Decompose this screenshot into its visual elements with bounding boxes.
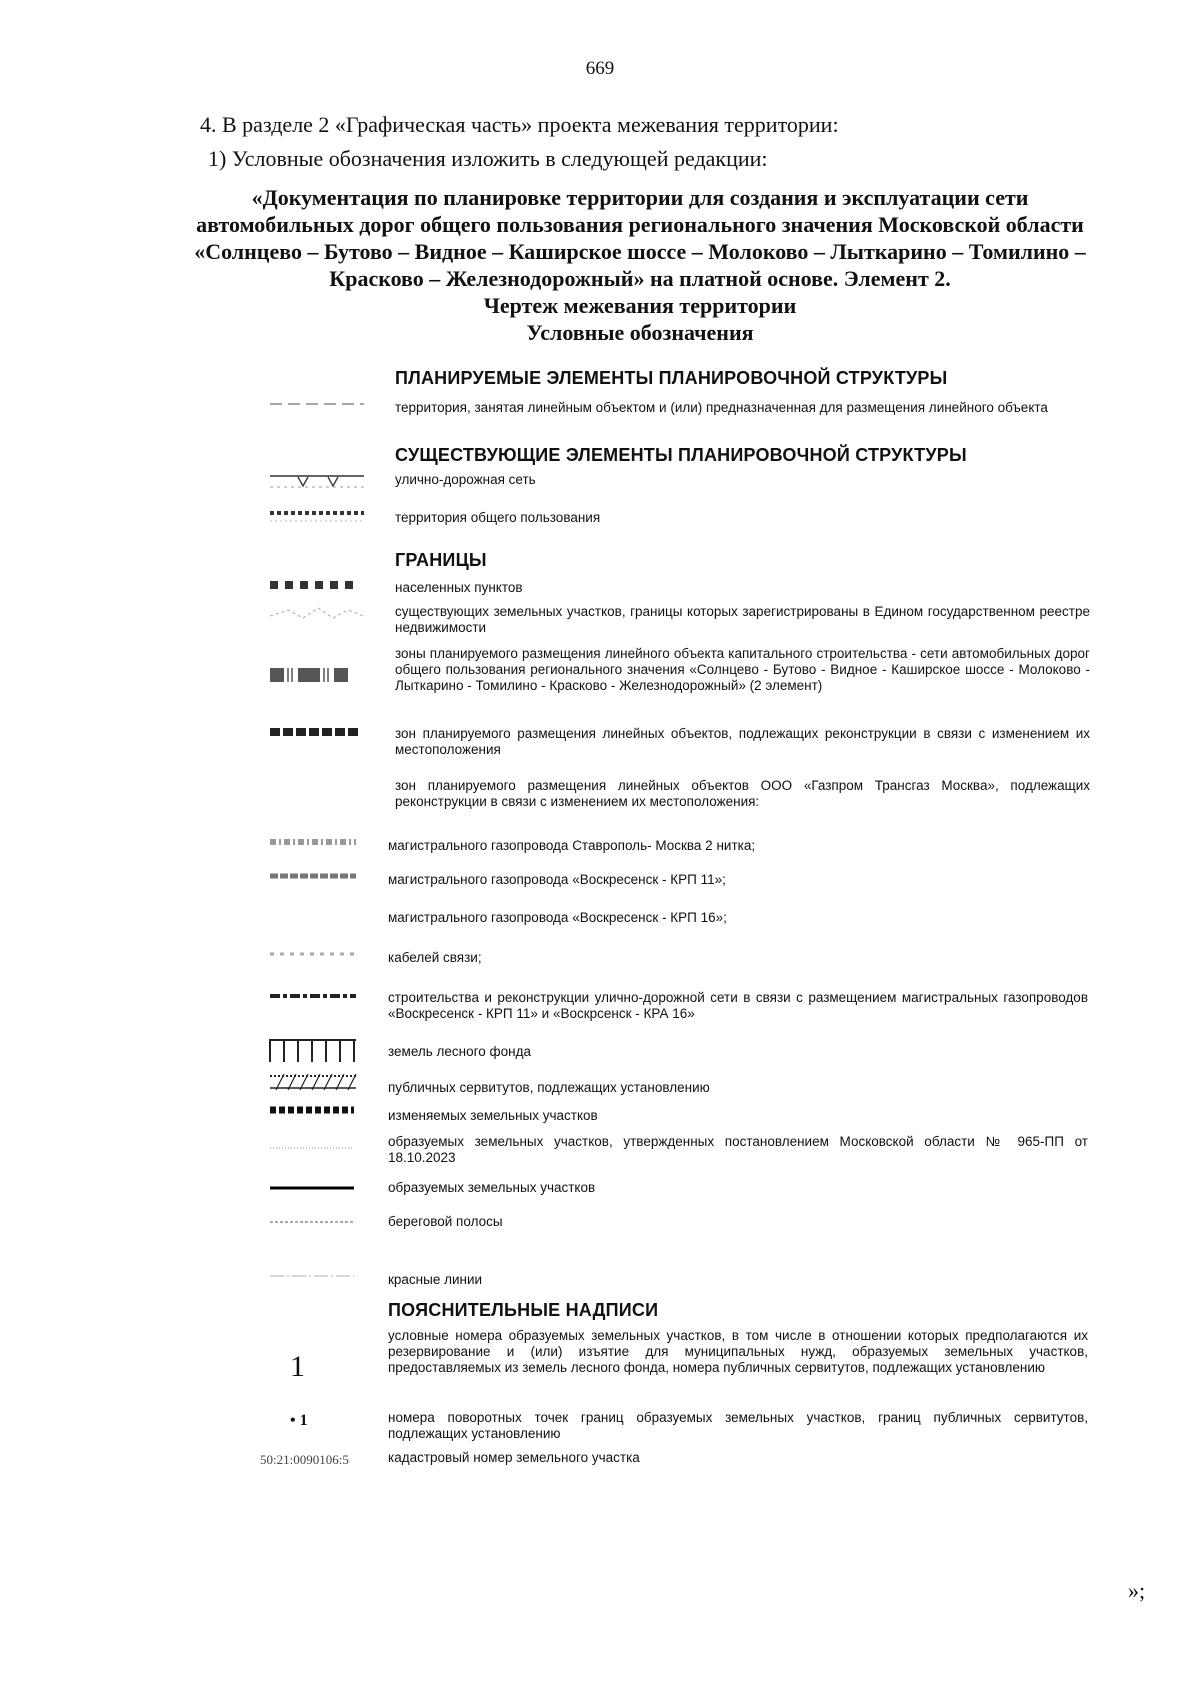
legend-cables: кабелей связи;: [388, 950, 482, 965]
legend-servitudes: публичных сервитутов, подлежащих установлению: [388, 1080, 710, 1095]
section-planned-elements: ПЛАНИРУЕМЫЕ ЭЛЕМЕНТЫ ПЛАНИРОВОЧНОЙ СТРУКТУРЫ: [395, 368, 948, 388]
public-territory-symbol: [268, 508, 368, 528]
forest-symbol: [268, 1036, 368, 1064]
plot-number-symbol: 1: [290, 1350, 305, 1383]
legend-forest: земель лесного фонда: [388, 1044, 531, 1059]
road-network-symbol: [268, 472, 368, 492]
legend-approved-plots: образуемых земельных участков, утвержденных постановлением Московской области № 965-ПП от 18.10.2023: [388, 1134, 1088, 1165]
title-line-6: Условные обозначения: [526, 320, 754, 345]
intro-line-1: 4. В разделе 2 «Графическая часть» проекта межевания территории:: [200, 112, 839, 137]
intro-line-2: 1) Условные обозначения изложить в следующей редакции:: [208, 146, 768, 171]
legend-title: [130, 184, 1150, 346]
pipeline-stavropol-symbol: [268, 836, 368, 856]
legend-existing-plots: существующих земельных участков, границы которых зарегистрированы в Едином государственном реестре недвижимости: [395, 604, 1090, 635]
cadastral-number-symbol: 50:21:0090106:5: [260, 1452, 349, 1467]
red-lines-symbol: [268, 1270, 368, 1290]
legend-pipeline-krp16: магистрального газопровода «Воскресенск - КРП 16»;: [388, 910, 727, 925]
road-construction-symbol: [268, 990, 368, 1010]
section-existing-elements: СУЩЕСТВУЮЩИЕ ЭЛЕМЕНТЫ ПЛАНИРОВОЧНОЙ СТРУКТУРЫ: [395, 445, 967, 465]
legend-reconstruction-zones: зон планируемого размещения линейных объектов, подлежащих реконструкции в связи с изменением их местоположения: [395, 726, 1090, 757]
title-line-1: «Документация по планировке территории для создания и эксплуатации сети: [251, 185, 1029, 210]
legend-road-construction: строительства и реконструкции улично-дорожной сети в связи с размещением магистральных газопроводов «Воскресенск - КРП 11» и «Воскрсенск - КРА 16»: [388, 990, 1088, 1021]
legend-shore: береговой полосы: [388, 1214, 503, 1229]
legend-red-lines: красные линии: [388, 1272, 483, 1287]
pipeline-krp11-symbol: [268, 870, 368, 890]
title-line-5: Чертеж межевания территории: [483, 293, 797, 318]
legend-pipeline-stavropol: магистрального газопровода Ставрополь- Москва 2 нитка;: [388, 838, 756, 853]
legend-formed-plots: образуемых земельных участков: [388, 1180, 596, 1195]
legend-road-network: улично-дорожная сеть: [395, 472, 536, 487]
formed-plots-symbol: [268, 1180, 368, 1200]
title-line-3: «Солнцево – Бутово – Видное – Каширское шоссе – Молоково – Лыткарино – Томилино –: [194, 239, 1086, 264]
approved-plots-symbol: [268, 1138, 368, 1158]
servitudes-symbol: [268, 1072, 368, 1094]
legend-plot-numbers: условные номера образуемых земельных участков, в том числе в отношении которых предполагаются их резервирование и (или) изъятие для муниципальных нужд, образуемых земельных участков, предоставляемых из земель лесного фонда, номера публичных сервитутов, подлежащих установлению: [388, 1328, 1088, 1375]
cables-symbol: [268, 948, 368, 968]
legend-planned-zones: зоны планируемого размещения линейного объекта капитального строительства - сети автомобильных дорог общего пользования регионального значения «Солнцево - Бутово - Видное - Каширское шоссе - Молоково - Лыткарино - Томилино - Красково - Железнодорожный» (2 элемент): [395, 646, 1090, 693]
legend-linear-object: территория, занятая линейным объектом и (или) предназначенная для размещения линейного объекта: [395, 400, 1048, 415]
title-line-2: автомобильных дорог общего пользования регионального значения Московской области: [196, 212, 1084, 237]
section-explanatory-notes: ПОЯСНИТЕЛЬНЫЕ НАДПИСИ: [388, 1300, 659, 1320]
existing-plots-symbol: [268, 604, 368, 624]
changed-plots-symbol: [268, 1102, 368, 1122]
legend-turn-points: номера поворотных точек границ образуемых земельных участков, границ публичных сервитутов, подлежащих установлению: [388, 1410, 1088, 1441]
legend-public-territory: территория общего пользования: [395, 510, 601, 525]
closing-quote: »;: [1128, 1578, 1146, 1603]
legend-pipeline-krp11: магистрального газопровода «Воскресенск - КРП 11»;: [388, 872, 726, 887]
legend-changed-plots: изменяемых земельных участков: [388, 1108, 598, 1123]
linear-object-symbol: [268, 398, 368, 418]
title-line-4: Красково – Железнодорожный» на платной основе. Элемент 2.: [329, 266, 951, 291]
page-number: 669: [585, 58, 615, 79]
reconstruction-zones-symbol: [268, 726, 368, 746]
legend-cadastral: кадастровый номер земельного участка: [388, 1450, 640, 1465]
settlements-symbol: [268, 578, 368, 598]
section-borders: ГРАНИЦЫ: [395, 550, 487, 570]
turn-point-symbol: • 1: [290, 1412, 308, 1429]
shore-symbol: [268, 1212, 368, 1232]
legend-settlements: населенных пунктов: [395, 580, 523, 595]
legend-gazprom-zones: зон планируемого размещения линейных объектов ООО «Газпром Трансгаз Москва», подлежащих реконструкции в связи с изменением их местоположения:: [395, 778, 1090, 809]
planned-zones-symbol: [268, 666, 368, 686]
